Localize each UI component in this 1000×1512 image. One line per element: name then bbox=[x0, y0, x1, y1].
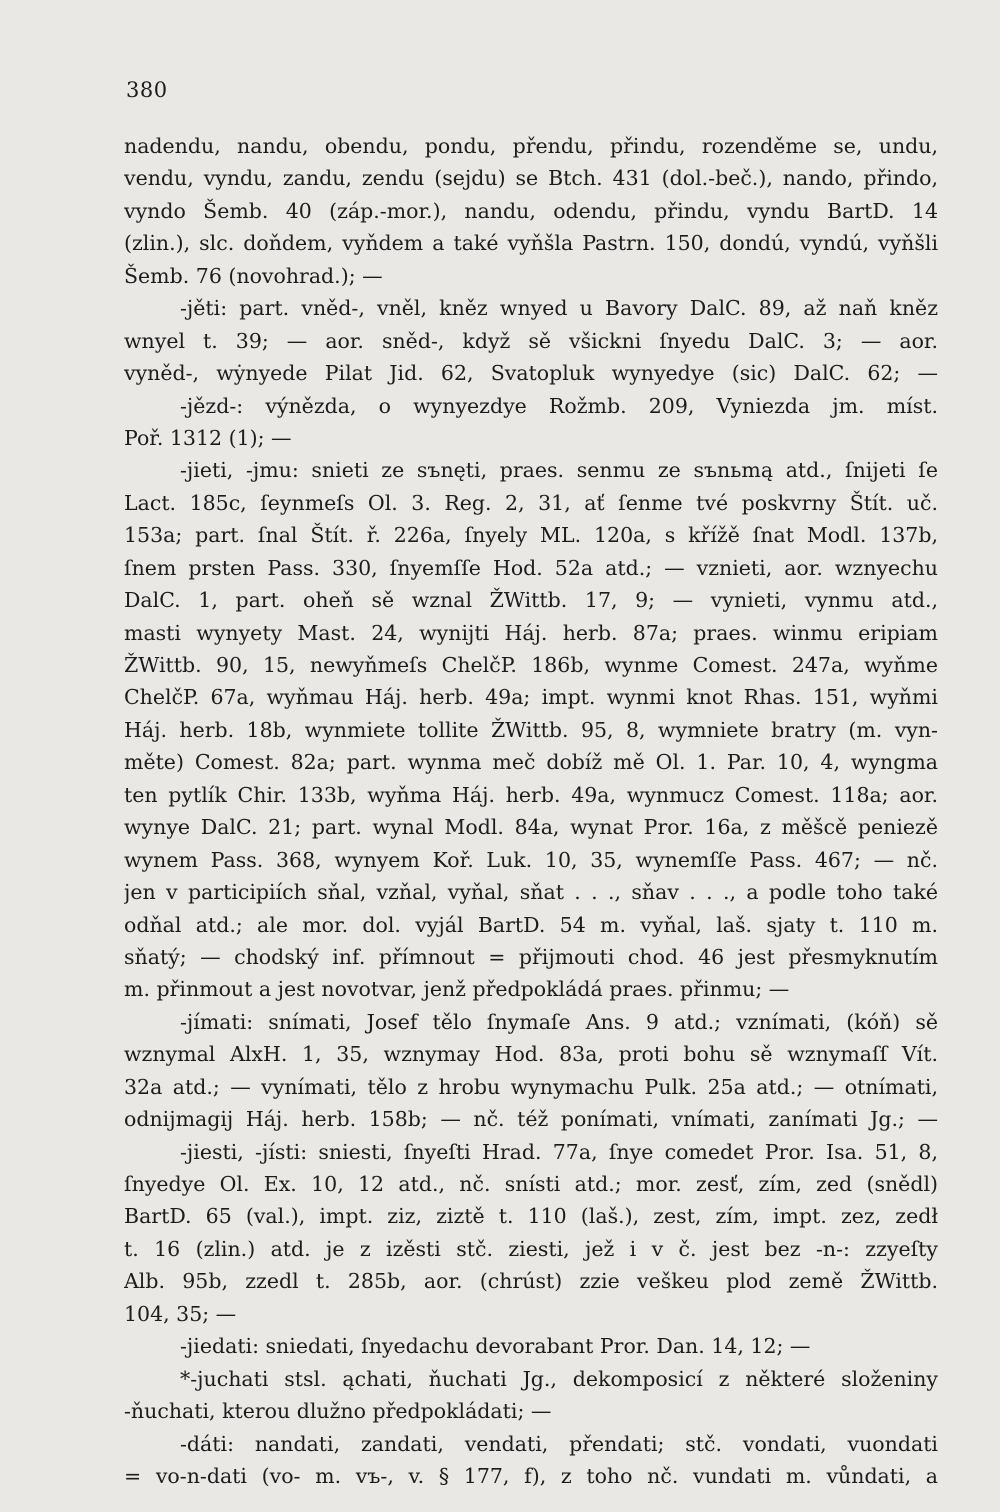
text-line: m. přinmout a jest novotvar, jenž předpokládá praes. přinmu; — bbox=[124, 977, 790, 1002]
text-line: Šemb. 76 (novohrad.); — bbox=[124, 263, 383, 288]
text-line: měte) Comest. 82a; part. wynma meč dobíž mě Ol. 1. Par. 10, 4, wyngma bbox=[124, 750, 938, 775]
text-line: nadendu, nandu, obendu, pondu, přendu, přindu, rozenděme se, undu, bbox=[124, 134, 938, 158]
text-line: Lact. 185c, ſeynmeſs Ol. 3. Reg. 2, 31, ať ſenme tvé poskvrny Štít. uč. bbox=[124, 490, 938, 515]
text-line: (zlin.), slc. doňdem, vyňdem a také vyňšla Pastrn. 150, dondú, vyndú, vyňšli bbox=[124, 231, 938, 256]
text-line: masti wynyety Mast. 24, wynijti Háj. herb. 87a; praes. winmu eripiam bbox=[124, 620, 938, 645]
text-line: -dáti: nandati, zandati, vendati, přendati; stč. vondati, vuondati bbox=[180, 1431, 938, 1456]
body-text bbox=[124, 130, 938, 1492]
text-line: -jiesti, -jísti: sniesti, ſnyeſti Hrad. 77a, ſnye comedet Pror. Isa. 51, 8, bbox=[180, 1139, 938, 1164]
text-line: Poř. 1312 (1); — bbox=[124, 425, 292, 450]
text-line: = vo-n-dati (vo- m. vъ-, v. § 177, f), z toho nč. vundati m. vůndati, a bbox=[124, 1463, 938, 1488]
text-line: -jímati: snímati, Josef tělo ſnymaſe Ans. 9 atd.; vznímati, (kóň) sě bbox=[180, 1009, 938, 1034]
text-line: wznymal AlxH. 1, 35, wznymay Hod. 83a, proti bohu sě wznymaſſ Vít. bbox=[124, 1042, 938, 1067]
text-line: wnyel t. 39; — aor. sněd-, když sě všickni ſnyedu DalC. 3; — aor. bbox=[124, 328, 938, 353]
text-line: jen v participiích sňal, vzňal, vyňal, sňat . . ., sňav . . ., a podle toho také bbox=[124, 880, 938, 905]
text-line: ŽWittb. 90, 15, newyňmeſs ChelčP. 186b, wynme Comest. 247a, wyňme bbox=[124, 653, 938, 677]
text-line: 104, 35; — bbox=[124, 1301, 237, 1326]
text-line: vyněd-, wẏnyede Pilat Jid. 62, Svatopluk wynyedye (sic) DalC. 62; — bbox=[124, 361, 938, 386]
text-line: odňal atd.; ale mor. dol. vyjál BartD. 54 m. vyňal, laš. sjaty t. 110 m. bbox=[124, 912, 938, 937]
text-line: Alb. 95b, zzedl t. 285b, aor. (chrúst) zzie veškeu plod země ŽWittb. bbox=[124, 1269, 938, 1294]
page-number: 380 bbox=[126, 78, 168, 102]
text-line: t. 16 (zlin.) atd. je z izěsti stč. ziesti, jež i v č. jest bez -n-: zzyeſty bbox=[124, 1236, 938, 1261]
text-line: ten pytlík Chir. 133b, wyňma Háj. herb. 49a, wynmucz Comest. 118a; aor. bbox=[124, 782, 938, 807]
text-line: -jieti, -jmu: snieti ze sъnęti, praes. senmu ze sъnьmą atd., ſnijeti ſe bbox=[180, 458, 938, 483]
text-line: ſnem prsten Pass. 330, ſnyemſſe Hod. 52a atd.; — vznieti, aor. wznyechu bbox=[124, 555, 938, 580]
text-line: -jěti: part. vněd-, vněl, kněz wnyed u Bavory DalC. 89, až naň kněz bbox=[180, 296, 938, 321]
text-line: *-juchati stsl. ąchati, ňuchati Jg., dekomposicí z některé složeniny bbox=[180, 1366, 938, 1391]
text-line: wynye DalC. 21; part. wynal Modl. 84a, wynat Pror. 16a, z měšcě peniezě bbox=[124, 815, 938, 840]
text-line: ſnyedye Ol. Ex. 10, 12 atd., nč. snísti atd.; mor. zesť, zím, zed (snědl) bbox=[124, 1172, 938, 1196]
text-line: Háj. herb. 18b, wynmiete tollite ŽWittb. 95, 8, wymniete bratry (m. vyn- bbox=[124, 717, 938, 742]
text-line: -jězd-: výnězda, o wynyezdye Rožmb. 209, Vyniezda jm. míst. bbox=[180, 393, 938, 418]
text-line: vyndo Šemb. 40 (záp.-mor.), nandu, odendu, přindu, vyndu BartD. 14 bbox=[124, 198, 938, 223]
text-line: 153a; part. ſnal Štít. ř. 226a, ſnyely ML. 120a, s křížě ſnat Modl. 137b, bbox=[124, 523, 938, 548]
text-line: -ňuchati, kterou dlužno předpokládati; — bbox=[124, 1399, 552, 1424]
text-line: vendu, vyndu, zandu, zendu (sejdu) se Btch. 431 (dol.-beč.), nando, přindo, bbox=[124, 166, 938, 191]
text-line: 32a atd.; — vynímati, tělo z hrobu wynymachu Pulk. 25a atd.; — otnímati, bbox=[124, 1074, 938, 1099]
text-line: sňatý; — chodský inf. přímnout = přijmouti chod. 46 jest přesmyknutím bbox=[124, 944, 938, 969]
text-line: ChelčP. 67a, wyňmau Háj. herb. 49a; impt. wynmi knot Rhas. 151, wyňmi bbox=[124, 685, 938, 710]
text-line: BartD. 65 (val.), impt. ziz, ziztě t. 110 (laš.), zest, zím, impt. zez, zedł bbox=[124, 1204, 938, 1229]
text-line: odnijmagij Háj. herb. 158b; — nč. též ponímati, vnímati, zanímati Jg.; — bbox=[124, 1107, 938, 1132]
text-line: DalC. 1, part. oheň sě wznal ŽWittb. 17, 9; — vynieti, vynmu atd., bbox=[124, 588, 938, 613]
text-line: -jiedati: sniedati, ſnyedachu devorabant Pror. Dan. 14, 12; — bbox=[180, 1334, 811, 1359]
text-line: wynem Pass. 368, wynyem Koř. Luk. 10, 35, wynemſſe Pass. 467; — nč. bbox=[124, 847, 938, 872]
